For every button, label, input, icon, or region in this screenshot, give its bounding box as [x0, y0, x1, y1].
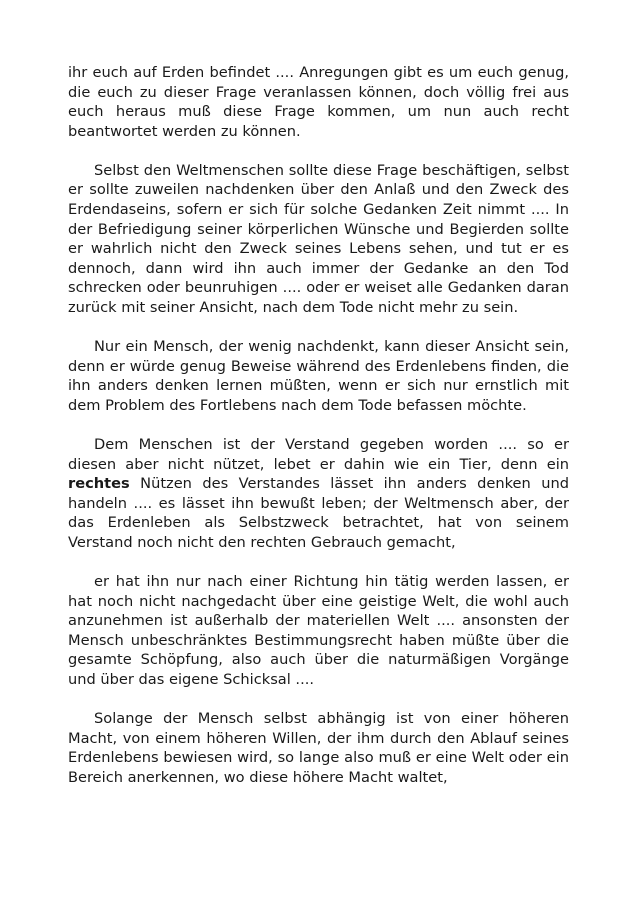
paragraph-5: er hat ihn nur nach einer Richtung hin tätig werden lassen, er hat noch nicht nachgedacht über eine geistige Welt, die wohl auch anzunehmen ist außerhalb der materiellen Welt .... ansonsten der Mensch unbeschränktes Bestimmungsrecht haben müßte über die gesamte Schöpfung, also auch über die naturmäßigen Vorgänge und über das eigene Schicksal ....	[68, 573, 569, 689]
paragraph-1: ihr euch auf Erden befindet .... Anregungen gibt es um euch genug, die euch zu dieser Frage veranlassen können, doch völlig frei aus euch heraus muß diese Frage kommen, um nun auch recht beantwortet werden zu können.	[68, 64, 569, 140]
document-page	[68, 63, 569, 788]
paragraph-2: Selbst den Weltmenschen sollte diese Frage beschäftigen, selbst er sollte zuweilen nachdenken über den Anlaß und den Zweck des Erdendaseins, sofern er sich für solche Gedanken Zeit nimmt .... In der Befriedigung seiner körperlichen Wünsche und Begierden sollte er wahrlich nicht den Zweck seines Lebens sehen, und tut er es dennoch, dann wird ihn auch immer der Gedanke an den Tod schrecken oder beunruhigen .... oder er weiset alle Gedanken daran zurück mit seiner Ansicht, nach dem Tode nicht mehr zu sein.	[68, 161, 569, 317]
paragraph-6: Solange der Mensch selbst abhängig ist von einer höheren Macht, von einem höheren Willen, der ihm durch den Ablauf seines Erdenlebens bewiesen wird, so lange also muß er eine Welt oder ein Bereich anerkennen, wo diese höhere Macht waltet,	[68, 710, 569, 786]
paragraph-4-before: Dem Menschen ist der Verstand gegeben worden .... so er diesen aber nicht nützet, lebet er dahin wie ein Tier, denn ein	[68, 436, 569, 473]
paragraph-4	[68, 435, 569, 553]
paragraph-3: Nur ein Mensch, der wenig nachdenkt, kann dieser Ansicht sein, denn er würde genug Beweise während des Erdenlebens finden, die ihn anders denken lernen müßten, wenn er sich nur ernstlich mit dem Problem des Fortlebens nach dem Tode befassen möchte.	[68, 338, 569, 414]
paragraph-4-after: Nützen des Verstandes lässet ihn anders denken und handeln .... es lässet ihn bewußt leben; der Weltmensch aber, der das Erdenleben als Selbstzweck betrachtet, hat von seinem Verstand noch nicht den rechten Gebrauch gemacht,	[68, 475, 569, 551]
paragraph-4-bold-word: rechtes	[68, 475, 130, 493]
